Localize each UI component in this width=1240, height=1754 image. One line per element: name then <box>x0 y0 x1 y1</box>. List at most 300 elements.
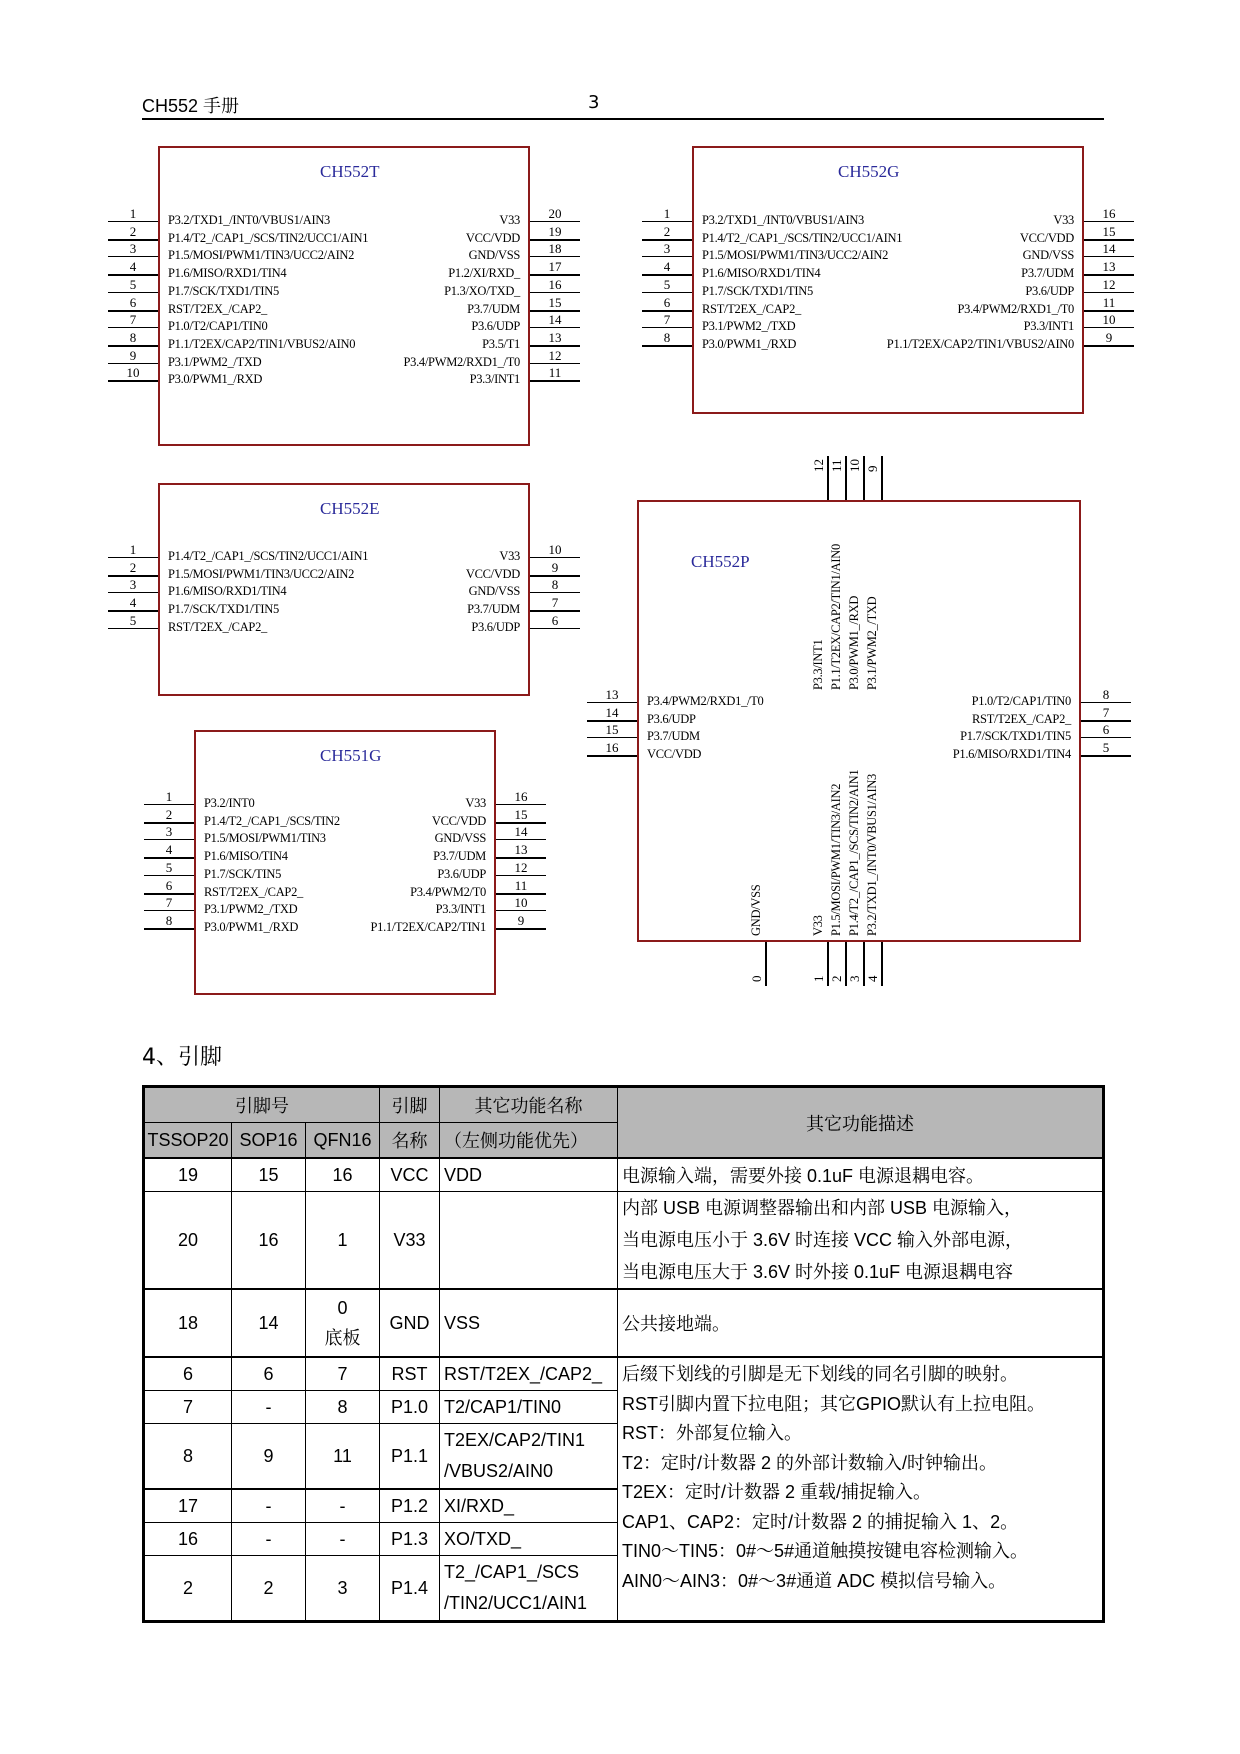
pin-label: P3.6/UDP <box>471 319 520 334</box>
pin-label: P3.0/PWM1_/RXD <box>204 919 299 934</box>
cell-qfn16: 11 <box>306 1424 380 1490</box>
pin-label: GND/VSS <box>1022 248 1074 263</box>
pin-line <box>642 221 692 222</box>
pin-label: VCC/VDD <box>465 230 520 245</box>
cell-merged-desc <box>618 1357 1104 1622</box>
cell-sop16: - <box>232 1489 306 1523</box>
pin-line <box>496 928 546 930</box>
pin-number: 8 <box>1102 687 1110 702</box>
pin-line <box>144 875 194 876</box>
pin-label: P3.7/UDM <box>433 849 486 864</box>
pin-label: P1.4/T2_/CAP1_/SCS/TIN2/UCC1/AIN1 <box>168 549 369 563</box>
pin-label: P3.0/PWM1_/RXD <box>168 372 263 387</box>
cell-alt: VSS <box>440 1289 618 1357</box>
pin-number: 6 <box>551 612 559 628</box>
pin-number: 5 <box>129 276 137 292</box>
pin-number: 15 <box>548 294 562 310</box>
pin-number: 11 <box>1102 294 1116 310</box>
pin-line <box>530 256 580 257</box>
pin-label: RST/T2EX_/CAP2_ <box>204 884 303 899</box>
cell-pin-name: P1.0 <box>380 1391 440 1424</box>
pin-line <box>642 345 692 347</box>
desc-line: 后缀下划线的引脚是无下划线的同名引脚的映射。 <box>622 1364 1018 1384</box>
pin-label: GND/VSS <box>468 248 520 263</box>
pin-number: 2 <box>829 975 844 982</box>
pin-number: 14 <box>514 824 528 840</box>
chip-name: CH552T <box>320 162 380 181</box>
cell-sop16: 2 <box>232 1556 306 1622</box>
cell-alt: T2/CAP1/TIN0 <box>440 1391 618 1424</box>
pin-line <box>1084 256 1134 257</box>
pin-label: RST/T2EX_/CAP2_ <box>168 619 267 634</box>
pin-line <box>530 310 580 312</box>
pin-line <box>144 839 194 840</box>
pin-number: 17 <box>548 259 562 275</box>
pin-number: 12 <box>548 347 562 363</box>
pin-label: P1.4/T2_/CAP1_/SCS/TIN2/AIN1 <box>847 769 861 936</box>
cell-pin-name: V33 <box>380 1192 440 1290</box>
col-pin-name-2: 名称 <box>380 1123 440 1159</box>
pin-label: P1.4/T2_/CAP1_/SCS/TIN2/UCC1/AIN1 <box>702 230 903 245</box>
pin-label: P3.2/TXD1_/INT0/VBUS1/AIN3 <box>168 213 330 227</box>
cell-qfn16 <box>306 1289 380 1357</box>
pin-number: 9 <box>129 347 137 363</box>
pin-label: P3.3/INT1 <box>469 372 520 387</box>
pin-label: P3.1/PWM2_/TXD <box>702 319 796 334</box>
chip-name: CH552G <box>838 162 900 181</box>
pin-number: 15 <box>514 806 528 822</box>
pin-line <box>108 292 158 293</box>
pin-line <box>530 345 580 347</box>
pin-number: 14 <box>605 704 619 720</box>
pin-line <box>642 292 692 293</box>
pin-number: 10 <box>126 365 140 381</box>
pin-label: P3.5/T1 <box>482 336 520 351</box>
pin-number: 10 <box>548 542 562 557</box>
pin-label: P1.5/MOSI/PWM1/TIN3/UCC2/AIN2 <box>702 248 889 263</box>
pin-line <box>530 575 580 577</box>
pin-line <box>108 221 158 222</box>
pin-number: 3 <box>165 824 173 840</box>
pin-label: P1.7/SCK/TIN5 <box>204 866 282 881</box>
pin-line <box>530 592 580 593</box>
pin-label: GND/VSS <box>749 884 763 936</box>
pin-number: 4 <box>165 842 173 858</box>
pin-label: P1.7/SCK/TXD1/TIN5 <box>702 283 813 298</box>
pin-number: 11 <box>514 877 528 893</box>
pin-line <box>108 310 158 312</box>
pin-line <box>496 910 546 911</box>
pin-label: P3.7/UDM <box>1021 266 1074 281</box>
cell-sop16: - <box>232 1523 306 1556</box>
pin-label: P1.3/XO/TXD_ <box>444 283 520 298</box>
pin-number: 5 <box>663 276 671 292</box>
pin-label: VCC/VDD <box>431 813 486 828</box>
desc-line: 当电源电压小于 3.6V 时连接 VCC 输入外部电源， <box>622 1230 1024 1250</box>
pin-label: P3.4/PWM2/RXD1_/T0 <box>957 301 1074 316</box>
cell-tssop20: 2 <box>144 1556 232 1622</box>
pin-number: 7 <box>165 895 173 911</box>
chip-name: CH551G <box>320 746 382 765</box>
pin-number: 1 <box>129 542 137 557</box>
desc-line: 当电源电压大于 3.6V 时外接 0.1uF 电源退耦电容 <box>622 1262 1014 1282</box>
pin-line <box>144 893 194 895</box>
cell-qfn16: 16 <box>306 1158 380 1192</box>
pin-label: P3.4/PWM2/RXD1_/T0 <box>647 694 764 708</box>
cell-desc: 电源输入端，需要外接 0.1uF 电源退耦电容。 <box>618 1158 1104 1192</box>
pin-number: 15 <box>605 722 619 738</box>
pin-label: VCC/VDD <box>465 566 520 581</box>
pin-number: 13 <box>514 842 528 858</box>
pin-number: 13 <box>548 329 562 345</box>
pin-label: P1.5/MOSI/PWM1/TIN3/UCC2/AIN2 <box>168 566 355 581</box>
cell-sop16: 9 <box>232 1424 306 1490</box>
pin-line <box>496 893 546 895</box>
pin-label: P1.0/T2/CAP1/TIN0 <box>168 319 268 334</box>
pin-number: 9 <box>551 559 559 575</box>
table-row <box>144 1192 1104 1290</box>
pin-label: P3.3/INT1 <box>811 639 825 690</box>
pin-line <box>496 857 546 859</box>
pin-number: 14 <box>548 312 562 328</box>
pin-label: P1.4/T2_/CAP1_/SCS/TIN2 <box>204 813 340 828</box>
pin-line <box>496 804 546 805</box>
pin-label: P3.4/PWM2/T0 <box>410 884 486 899</box>
pin-number: 3 <box>129 241 137 257</box>
table-row <box>144 1357 1104 1391</box>
pin-line <box>108 628 158 629</box>
pin-line <box>144 910 194 911</box>
cell-tssop20: 17 <box>144 1489 232 1523</box>
pin-number: 7 <box>663 312 671 328</box>
pin-number: 7 <box>1102 704 1110 720</box>
cell-sop16: 14 <box>232 1289 306 1357</box>
table-row <box>144 1158 1104 1192</box>
pin-line <box>881 942 883 986</box>
pin-label: P3.1/PWM2_/TXD <box>204 902 298 917</box>
qfn16-value: 0 <box>337 1298 348 1318</box>
pin-number: 10 <box>514 895 528 911</box>
pin-line <box>587 755 637 757</box>
pin-label: VCC/VDD <box>647 747 702 762</box>
cell-desc <box>618 1192 1104 1290</box>
pin-line <box>642 274 692 276</box>
pin-line <box>1081 702 1131 703</box>
pin-number: 1 <box>129 206 137 221</box>
pin-line <box>108 274 158 276</box>
pin-number: 6 <box>165 877 173 893</box>
cell-alt <box>440 1192 618 1290</box>
pin-number: 19 <box>548 223 562 239</box>
cell-alt <box>440 1424 618 1490</box>
pin-line <box>1084 274 1134 276</box>
pin-number: 16 <box>1102 206 1116 221</box>
col-tssop20: TSSOP20 <box>144 1123 232 1159</box>
pin-number: 13 <box>605 687 619 702</box>
cell-pin-name: P1.2 <box>380 1489 440 1523</box>
pin-line <box>1084 239 1134 241</box>
pin-label: P3.7/UDM <box>467 602 520 617</box>
pin-label: P1.6/MISO/RXD1/TIN4 <box>702 266 821 281</box>
desc-line: T2EX：定时/计数器 2 重载/捕捉输入。 <box>622 1482 932 1502</box>
pin-label: P3.3/INT1 <box>1023 319 1074 334</box>
pin-line <box>1081 737 1131 738</box>
pin-number: 6 <box>663 294 671 310</box>
pin-label: P3.2/INT0 <box>204 796 255 810</box>
pin-line <box>530 327 580 328</box>
desc-line: T2：定时/计数器 2 的外部计数输入/时钟输出。 <box>622 1452 998 1473</box>
pin-line <box>108 610 158 612</box>
cell-qfn16: 1 <box>306 1192 380 1290</box>
chip-name: CH552E <box>320 499 380 518</box>
pin-line <box>530 292 580 293</box>
pin-number: 12 <box>514 859 528 875</box>
qfn16-value: 底板 <box>324 1328 361 1348</box>
pin-label: P1.7/SCK/TXD1/TIN5 <box>960 729 1071 744</box>
cell-desc: 公共接地端。 <box>618 1289 1104 1357</box>
pin-label: P1.2/XI/RXD_ <box>448 266 520 281</box>
pin-label: P3.0/PWM1_/RXD <box>702 336 797 351</box>
col-desc: 其它功能描述 <box>618 1087 1104 1159</box>
pin-label: P3.7/UDM <box>647 729 700 744</box>
pin-label: VCC/VDD <box>1019 230 1074 245</box>
cell-qfn16: 8 <box>306 1391 380 1424</box>
pin-line <box>144 928 194 930</box>
pin-number: 13 <box>1102 259 1116 275</box>
alt-line: /VBUS2/AIN0 <box>444 1461 554 1481</box>
pin-line <box>1084 292 1134 293</box>
cell-qfn16: 7 <box>306 1357 380 1391</box>
alt-line: /TIN2/UCC1/AIN1 <box>444 1593 588 1613</box>
pin-line <box>108 363 158 364</box>
pin-number: 7 <box>129 312 137 328</box>
pin-label: P1.6/MISO/TIN4 <box>204 849 288 864</box>
cell-tssop20: 18 <box>144 1289 232 1357</box>
pin-label: P3.7/UDM <box>467 301 520 316</box>
cell-pin-name: P1.4 <box>380 1556 440 1622</box>
pin-label: P1.7/SCK/TXD1/TIN5 <box>168 602 279 617</box>
pin-line <box>144 822 194 824</box>
desc-line: 内部 USB 电源调整器输出和内部 USB 电源输入， <box>622 1198 1023 1218</box>
pin-line <box>1084 345 1134 347</box>
pin-line <box>587 702 637 703</box>
pin-line <box>108 380 158 382</box>
pin-label: RST/T2EX_/CAP2_ <box>168 301 267 316</box>
pin-line <box>642 310 692 312</box>
pin-line <box>863 456 865 500</box>
pin-line <box>496 822 546 824</box>
pin-line <box>530 239 580 241</box>
col-alt-1: 其它功能名称 <box>440 1087 618 1123</box>
pin-label: GND/VSS <box>468 584 520 599</box>
pin-label: V33 <box>465 796 486 810</box>
header-row <box>144 1087 1104 1123</box>
pin-label: RST/T2EX_/CAP2_ <box>972 711 1071 726</box>
pin-line <box>642 256 692 257</box>
pin-number: 7 <box>551 595 559 611</box>
pin-number: 20 <box>548 206 562 221</box>
pin-line <box>108 575 158 577</box>
pin-number: 4 <box>129 595 137 611</box>
pin-line <box>765 942 767 986</box>
pin-number: 4 <box>865 975 880 982</box>
pin-line <box>530 363 580 364</box>
cell-tssop20: 19 <box>144 1158 232 1192</box>
pin-label: P1.5/MOSI/PWM1/TIN3/AIN2 <box>829 783 843 936</box>
pin-line <box>642 327 692 328</box>
pin-line <box>108 345 158 347</box>
pin-number: 18 <box>548 241 562 257</box>
cell-alt: RST/T2EX_/CAP2_ <box>440 1357 618 1391</box>
pin-number: 5 <box>165 859 173 875</box>
pin-number: 5 <box>129 612 137 628</box>
pin-label: P1.1/T2EX/CAP2/TIN1/VBUS2/AIN0 <box>886 336 1074 351</box>
pin-label: P3.6/UDP <box>437 866 486 881</box>
pin-number: 4 <box>129 259 137 275</box>
table-row <box>144 1289 1104 1357</box>
col-alt-2: （左侧功能优先） <box>440 1123 618 1159</box>
doc-title: CH552 手册 <box>142 96 240 116</box>
desc-line: CAP1、CAP2：定时/计数器 2 的捕捉输入 1、2。 <box>622 1511 1019 1532</box>
pin-number: 10 <box>847 459 862 472</box>
pin-label: V33 <box>499 549 520 563</box>
pin-label: RST/T2EX_/CAP2_ <box>702 301 801 316</box>
pin-number: 0 <box>749 975 764 982</box>
pin-number: 12 <box>811 459 826 472</box>
pin-number: 9 <box>517 912 525 928</box>
pin-number: 2 <box>129 559 137 575</box>
cell-pin-name: P1.1 <box>380 1424 440 1490</box>
pin-label: P3.0/PWM1_/RXD <box>847 595 861 690</box>
cell-sop16: - <box>232 1391 306 1424</box>
pin-number: 11 <box>548 365 562 381</box>
pin-number: 1 <box>165 789 173 804</box>
desc-line: AIN0～AIN3：0#～3#通道 ADC 模拟信号输入。 <box>622 1570 1007 1591</box>
pin-number: 2 <box>165 806 173 822</box>
pin-number: 11 <box>829 459 844 472</box>
pin-line <box>1084 221 1134 222</box>
col-pin-no: 引脚号 <box>144 1087 380 1123</box>
pin-line <box>1081 720 1131 722</box>
pin-number: 10 <box>1102 312 1116 328</box>
pin-label: V33 <box>1053 213 1074 227</box>
cell-pin-name: VCC <box>380 1158 440 1192</box>
pin-line <box>144 857 194 859</box>
pin-label: P1.5/MOSI/PWM1/TIN3 <box>204 831 326 846</box>
pin-table <box>142 1085 1105 1623</box>
pin-number: 8 <box>129 329 137 345</box>
pin-label: P1.6/MISO/RXD1/TIN4 <box>168 266 287 281</box>
cell-sop16: 16 <box>232 1192 306 1290</box>
pin-line <box>530 274 580 276</box>
pin-number: 9 <box>865 465 880 472</box>
pin-number: 16 <box>548 276 562 292</box>
pin-number: 8 <box>551 577 559 593</box>
pin-label: P1.5/MOSI/PWM1/TIN3/UCC2/AIN2 <box>168 248 355 263</box>
pin-line <box>587 737 637 738</box>
alt-line: T2_/CAP1_/SCS <box>444 1562 580 1582</box>
pin-line <box>108 327 158 328</box>
pin-number: 3 <box>663 241 671 257</box>
pin-number: 3 <box>847 975 862 982</box>
pin-label: GND/VSS <box>434 831 486 846</box>
section-title: 4、引脚 <box>142 1045 222 1070</box>
col-pin-name-1: 引脚 <box>380 1087 440 1123</box>
pin-label: P3.1/PWM2_/TXD <box>168 354 262 369</box>
pin-line <box>144 804 194 805</box>
pin-label: P1.6/MISO/RXD1/TIN4 <box>168 584 287 599</box>
pin-number: 1 <box>811 975 826 982</box>
cell-alt <box>440 1556 618 1622</box>
page-header <box>142 88 1104 120</box>
pin-line <box>530 557 580 558</box>
pin-line <box>530 380 580 382</box>
pin-label: P3.3/INT1 <box>435 902 486 917</box>
pin-line <box>530 610 580 612</box>
desc-line: RST引脚内置下拉电阻；其它GPIO默认有上拉电阻。 <box>622 1393 1046 1414</box>
cell-tssop20: 7 <box>144 1391 232 1424</box>
pin-number: 4 <box>663 259 671 275</box>
pin-label: P3.4/PWM2/RXD1_/T0 <box>403 354 520 369</box>
pin-line <box>496 875 546 876</box>
col-qfn16: QFN16 <box>306 1123 380 1159</box>
desc-line: TIN0～TIN5：0#～5#通道触摸按键电容检测输入。 <box>622 1541 1029 1561</box>
cell-pin-name: RST <box>380 1357 440 1391</box>
cell-tssop20: 16 <box>144 1523 232 1556</box>
pin-number: 6 <box>129 294 137 310</box>
pin-label: P3.6/UDP <box>471 619 520 634</box>
pin-line <box>530 221 580 222</box>
pin-number: 8 <box>663 329 671 345</box>
pin-number: 2 <box>663 223 671 239</box>
pin-label: P3.2/TXD1_/INT0/VBUS1/AIN3 <box>865 774 879 936</box>
pin-label: P3.2/TXD1_/INT0/VBUS1/AIN3 <box>702 213 864 227</box>
pin-number: 9 <box>1105 329 1113 345</box>
pin-line <box>108 239 158 241</box>
pin-number: 1 <box>663 206 671 221</box>
cell-qfn16: - <box>306 1523 380 1556</box>
pin-label: P3.6/UDP <box>647 711 696 726</box>
pin-number: 14 <box>1102 241 1116 257</box>
pin-label: P3.1/PWM2_/TXD <box>865 596 879 690</box>
pin-number: 3 <box>129 577 137 593</box>
chip-name: CH552P <box>691 552 750 571</box>
pin-label: P1.1/T2EX/CAP2/TIN1/VBUS2/AIN0 <box>168 336 356 351</box>
pin-number: 5 <box>1102 740 1110 756</box>
pin-number: 16 <box>605 740 619 756</box>
pin-line <box>496 839 546 840</box>
pin-line <box>108 256 158 257</box>
pin-number: 12 <box>1102 276 1116 292</box>
cell-alt: XI/RXD_ <box>440 1489 618 1523</box>
pin-label: P1.6/MISO/RXD1/TIN4 <box>952 747 1071 762</box>
pin-label: P1.4/T2_/CAP1_/SCS/TIN2/UCC1/AIN1 <box>168 230 369 245</box>
alt-line: T2EX/CAP2/TIN1 <box>444 1430 586 1450</box>
pin-line <box>881 456 883 500</box>
pin-line <box>1084 327 1134 328</box>
pin-label: P3.6/UDP <box>1025 283 1074 298</box>
pin-line <box>587 720 637 722</box>
pin-line <box>530 628 580 629</box>
cell-alt: XO/TXD_ <box>440 1523 618 1556</box>
cell-pin-name: P1.3 <box>380 1523 440 1556</box>
pin-line <box>642 239 692 241</box>
cell-alt: VDD <box>440 1158 618 1192</box>
pin-line <box>108 592 158 593</box>
cell-sop16: 15 <box>232 1158 306 1192</box>
pin-number: 15 <box>1102 223 1116 239</box>
cell-pin-name: GND <box>380 1289 440 1357</box>
